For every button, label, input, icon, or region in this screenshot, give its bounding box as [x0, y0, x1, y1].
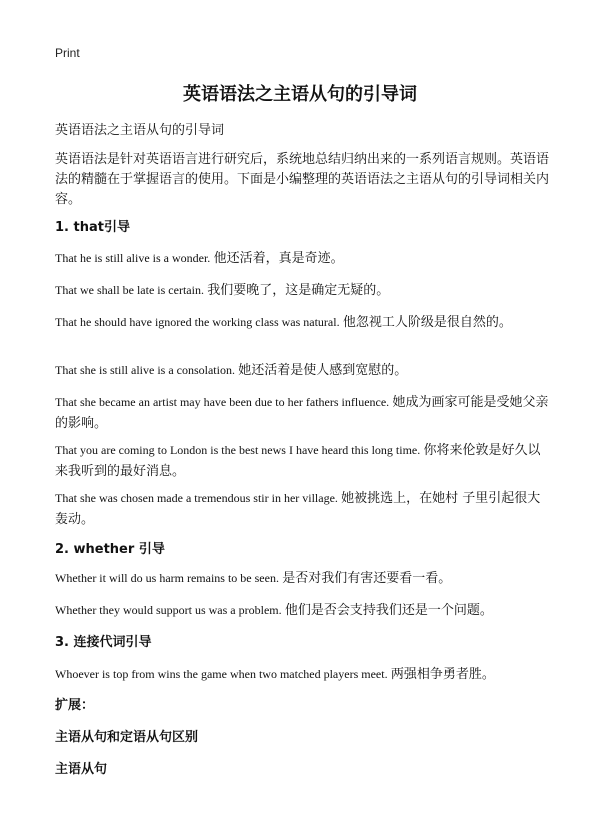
example-english: That we shall be late is certain.	[55, 283, 204, 297]
example-sentence	[55, 392, 550, 434]
example-english: Whether it will do us harm remains to be seen.	[55, 571, 279, 585]
intro-paragraph: 英语语法是针对英语语言进行研究后，系统地总结归纳出来的一系列语言规则。英语语法的精髓在于掌握语言的使用。下面是小编整理的英语语法之主语从句的引导词相关内容。	[55, 152, 550, 207]
example-chinese: 你将来伦敦是好久以来我听到的最好消息。	[55, 443, 541, 479]
example-chinese: 她被挑选上，在她村 子里引起很大轰动。	[55, 491, 541, 527]
example-sentence	[55, 568, 550, 589]
example-sentence	[55, 600, 550, 621]
example-chinese: 他们是否会支持我们还是一个问题。	[284, 603, 493, 618]
example-chinese: 她还活着是使人感到宽慰的。	[238, 363, 408, 378]
subject-clause-heading: 主语从句	[55, 762, 108, 777]
example-sentence	[55, 488, 550, 530]
example-chinese: 他忽视工人阶级是很自然的。	[342, 315, 512, 330]
example-chinese: 是否对我们有害还要看一看。	[282, 571, 452, 586]
example-english: Whoever is top from wins the game when two matched players meet.	[55, 667, 388, 681]
section-heading-that: 1. that引导	[55, 220, 130, 235]
section-heading-connective-pronoun: 3. 连接代词引导	[55, 635, 152, 650]
example-english: That you are coming to London is the best news I have heard this long time.	[55, 443, 421, 457]
example-english: That he is still alive is a wonder.	[55, 251, 211, 265]
example-english: That he should have ignored the working class was natural.	[55, 315, 340, 329]
document-subtitle: 英语语法之主语从句的引导词	[55, 123, 225, 138]
print-label: Print	[55, 46, 80, 60]
section-heading-whether: 2. whether 引导	[55, 542, 165, 557]
example-english: Whether they would support us was a problem.	[55, 603, 282, 617]
example-sentence	[55, 664, 550, 685]
example-english: That she was chosen made a tremendous stir in her village.	[55, 491, 338, 505]
page-title: 英语语法之主语从句的引导词	[183, 84, 417, 105]
difference-heading: 主语从句和定语从句区别	[55, 730, 199, 745]
example-english: That she became an artist may have been due to her fathers influence.	[55, 395, 390, 409]
example-sentence	[55, 312, 550, 333]
example-sentence	[55, 440, 550, 482]
example-sentence	[55, 280, 550, 301]
example-sentence	[55, 248, 550, 269]
extension-heading: 扩展：	[55, 698, 95, 713]
example-chinese: 两强相争勇者胜。	[390, 667, 495, 682]
example-chinese: 我们要晚了，这是确定无疑的。	[207, 283, 390, 298]
example-sentence	[55, 360, 550, 381]
example-chinese: 她成为画家可能是受她父亲的影响。	[55, 395, 549, 431]
example-chinese: 他还活着，真是奇迹。	[213, 251, 344, 266]
example-english: That she is still alive is a consolation.	[55, 363, 235, 377]
